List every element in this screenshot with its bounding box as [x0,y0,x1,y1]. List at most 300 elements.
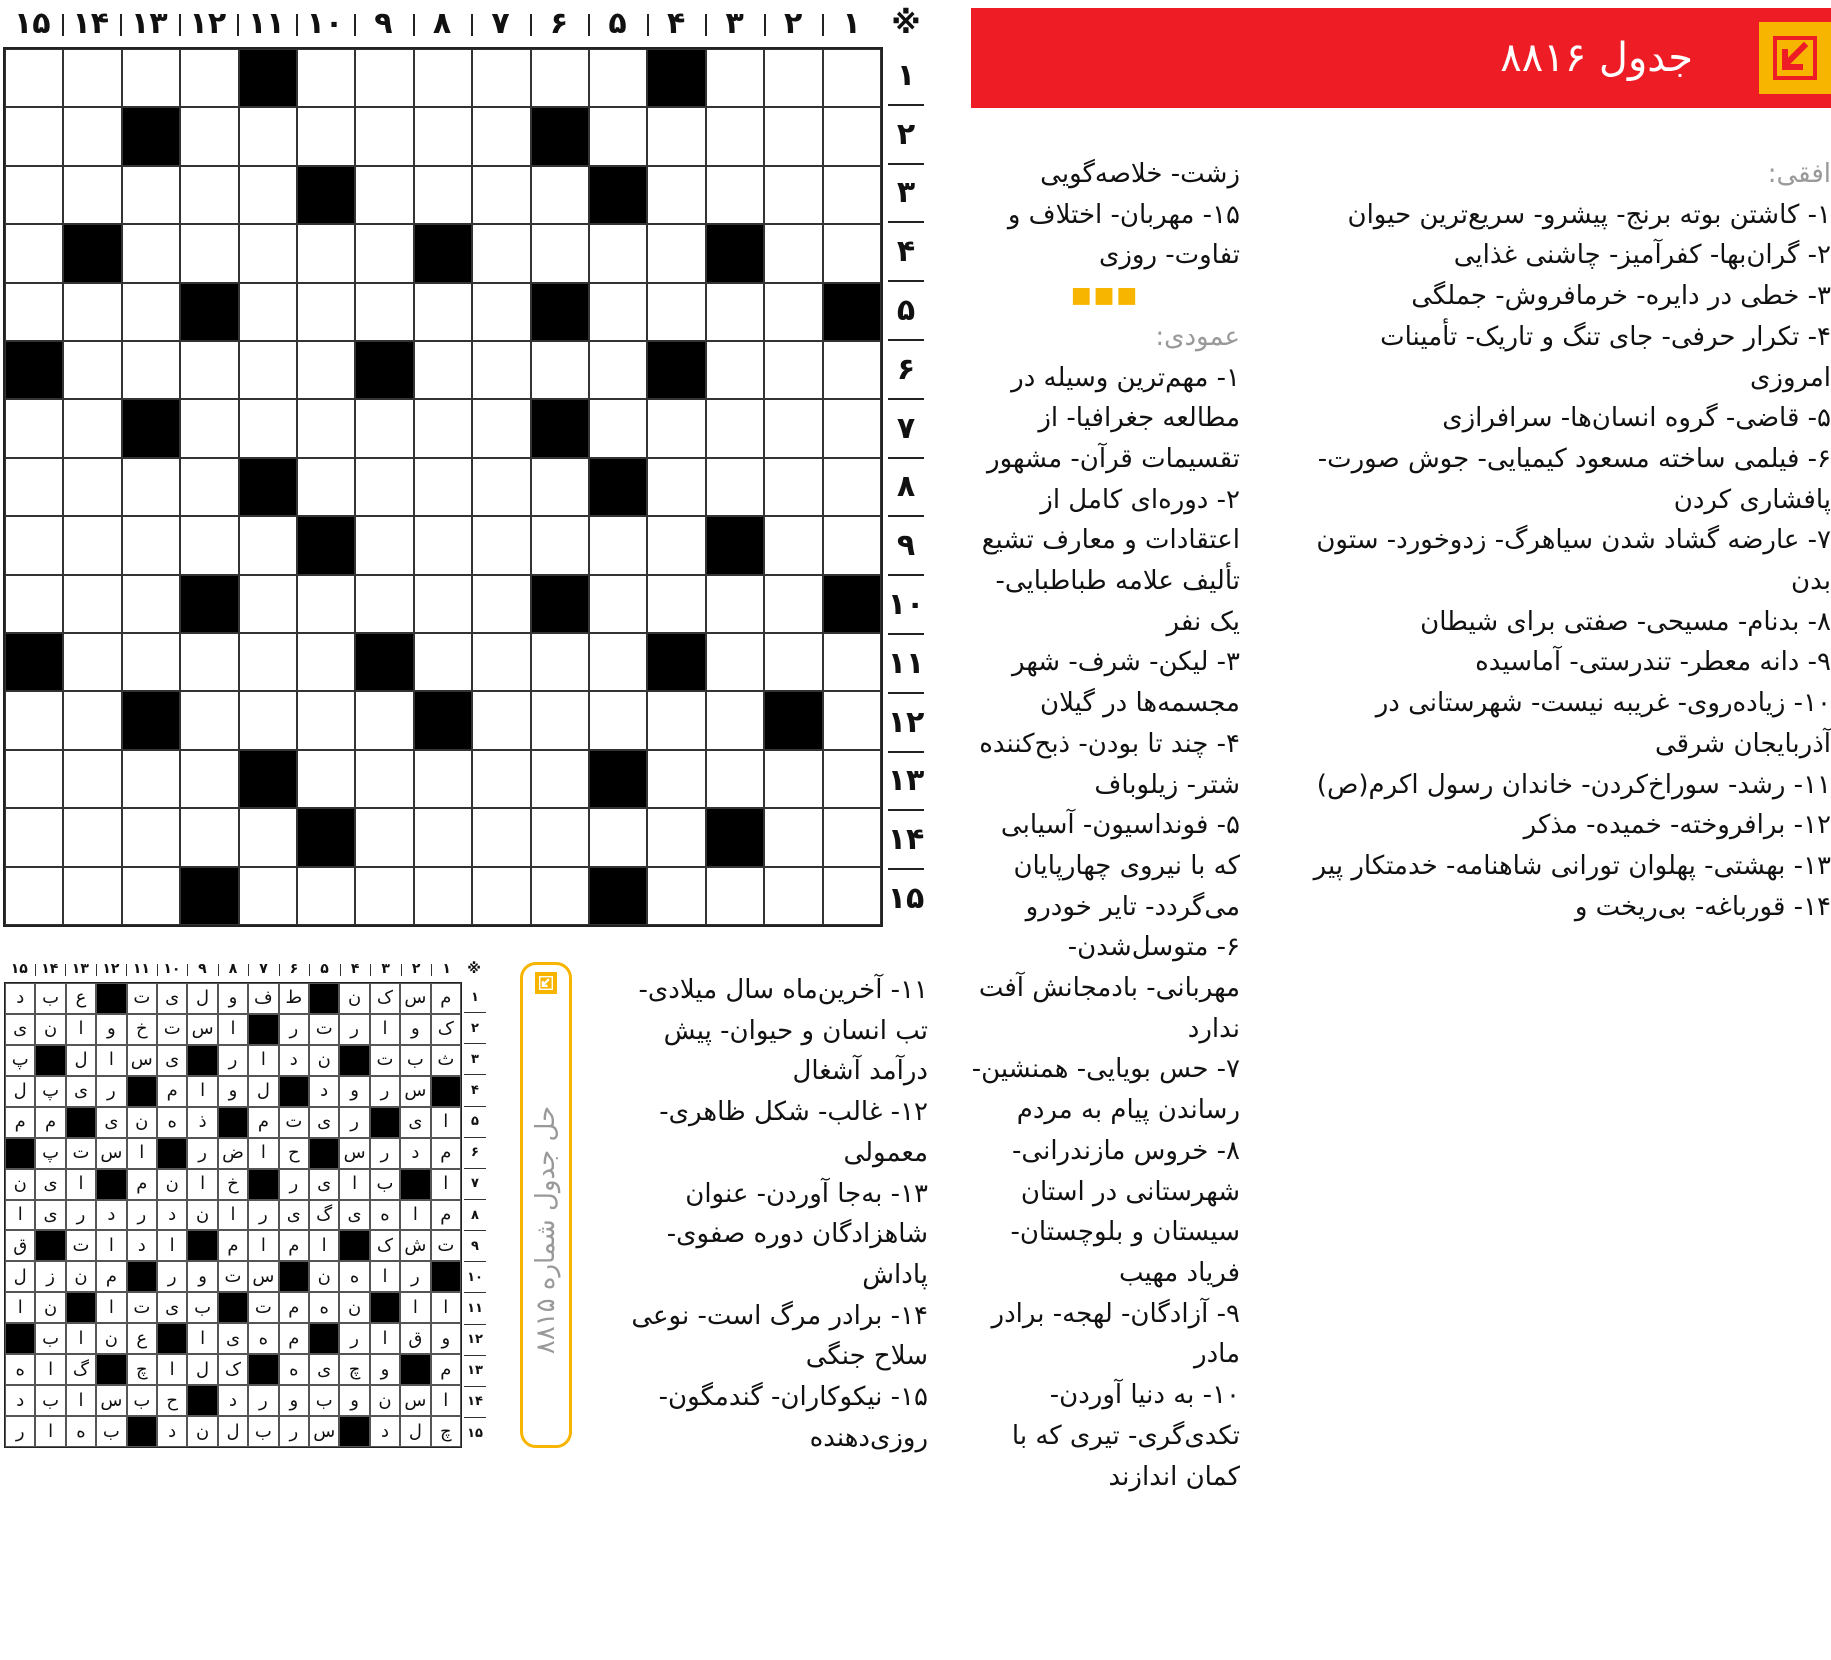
grid-cell [823,458,881,516]
solution-cell: ز [35,1261,65,1292]
solution-row-label: ۱۱ [464,1292,486,1323]
grid-cell [414,283,472,341]
solution-column-label: ۲ [401,961,432,979]
vertical-clue: ۱۲- غالب- شکل ظاهری- معمولی [659,1097,928,1168]
grid-cell [589,633,647,691]
grid-cell [706,750,764,808]
solution-cell-blocked [66,1292,96,1323]
solution-cell-blocked [218,1107,248,1138]
solution-cell-blocked [187,1045,217,1076]
grid-cell [589,691,647,749]
grid-cell [180,458,238,516]
grid-cell [414,633,472,691]
grid-cell [239,341,297,399]
grid-cell [531,516,589,574]
solution-cell: ا [187,1169,217,1200]
grid-cell [355,399,413,457]
solution-cell: ر [248,1200,278,1231]
crossword-grid [3,47,883,927]
solution-cell: ر [339,1014,369,1045]
solution-cell: ا [431,1292,461,1323]
grid-column-label: ۹ [354,6,413,42]
grid-column-label: ۴ [647,6,706,42]
solution-cell: ا [370,1323,400,1354]
solution-cell-blocked [279,1076,309,1107]
grid-cell-blocked [589,166,647,224]
grid-cell [823,341,881,399]
grid-cell [239,166,297,224]
grid-cell [531,808,589,866]
solution-cell: ل [5,1261,35,1292]
grid-row-label: ۶ [888,339,924,398]
grid-cell [764,224,822,282]
solution-cell: س [248,1261,278,1292]
arrow-down-left-icon [539,976,553,990]
solution-cell: س [127,1045,157,1076]
solution-cell: د [96,1200,126,1231]
solution-cell: ت [218,1261,248,1292]
grid-cell [706,107,764,165]
grid-cell [414,575,472,633]
grid-cell [706,166,764,224]
solution-cell: گ [309,1200,339,1231]
solution-cell: ا [96,1045,126,1076]
grid-cell-blocked [706,808,764,866]
horizontal-clue: ۳- خطی در دایره- خرمافروش- جملگی [1411,281,1831,312]
grid-cell [472,341,530,399]
solution-grid [4,982,462,1448]
grid-column-label: ۲ [764,6,823,42]
solution-cell: ق [400,1323,430,1354]
solution-cell: س [400,983,430,1014]
grid-cell [122,633,180,691]
solution-cell: ی [66,1076,96,1107]
grid-cell-blocked [706,224,764,282]
grid-cell [589,49,647,107]
vertical-clue: ۱- مهم‌ترین وسیله در مطالعه جغرافیا- از تقسیمات قرآن- مشهور [987,362,1240,474]
grid-cell [589,399,647,457]
solution-cell: م [5,1107,35,1138]
grid-cell [472,575,530,633]
solution-cell-blocked [370,1292,400,1323]
solution-cell-blocked [127,1261,157,1292]
solution-cell: ه [248,1323,278,1354]
grid-cell-blocked [706,516,764,574]
solution-cell: ت [66,1138,96,1169]
grid-cell [414,49,472,107]
grid-cell [239,575,297,633]
grid-cell [764,516,822,574]
solution-cell: ت [370,1045,400,1076]
grid-column-label: ۱۲ [179,6,238,42]
solution-cell: ی [157,1045,187,1076]
solution-cell: س [400,1385,430,1416]
grid-cell [355,224,413,282]
solution-cell: ی [96,1107,126,1138]
solution-cell: ت [309,1014,339,1045]
grid-cell [706,283,764,341]
grid-cell [355,283,413,341]
grid-cell-blocked [531,107,589,165]
solution-cell: ا [339,1169,369,1200]
solution-cell: ع [127,1323,157,1354]
grid-cell [180,166,238,224]
grid-cell [5,808,63,866]
solution-cell: ن [127,1107,157,1138]
grid-cell [531,867,589,925]
grid-cell [5,458,63,516]
solution-cell: ر [5,1416,35,1447]
solution-row-label: ۹ [464,1230,486,1261]
solution-cell: ل [5,1076,35,1107]
grid-cell [122,867,180,925]
solution-cell: ک [218,1354,248,1385]
solution-cell: چ [339,1354,369,1385]
solution-cell: ر [339,1323,369,1354]
grid-cell [472,691,530,749]
solution-cell: ا [400,1200,430,1231]
solution-cell: ا [66,1169,96,1200]
grid-cell [63,575,121,633]
solution-column-label: ۹ [187,961,218,979]
grid-cell [647,166,705,224]
grid-cell [531,224,589,282]
solution-cell: ح [157,1385,187,1416]
grid-cell [531,49,589,107]
solution-cell: پ [35,1138,65,1169]
grid-cell [414,166,472,224]
solution-cell: ن [309,1045,339,1076]
solution-column-label: ۱۰ [157,961,188,979]
solution-cell: م [248,1107,278,1138]
solution-cell: ب [35,983,65,1014]
grid-cell [180,341,238,399]
grid-cell [239,633,297,691]
solution-cell: ا [370,1261,400,1292]
grid-cell [180,107,238,165]
solution-cell-blocked [248,1169,278,1200]
grid-cell [823,399,881,457]
solution-cell-blocked [96,1169,126,1200]
solution-cell: ا [431,1107,461,1138]
solution-cell: ح [279,1138,309,1169]
solution-cell: ا [187,1323,217,1354]
grid-cell [355,808,413,866]
solution-cell: ا [248,1138,278,1169]
grid-cell [355,166,413,224]
grid-cell [823,166,881,224]
solution-cell: ف [248,983,278,1014]
solution-cell: ت [248,1292,278,1323]
solution-cell-blocked [157,1323,187,1354]
grid-cell [706,691,764,749]
solution-cell: ا [431,1169,461,1200]
solution-cell: ع [66,983,96,1014]
grid-cell-blocked [122,107,180,165]
grid-cell [823,808,881,866]
grid-cell-blocked [823,575,881,633]
solution-column-label: ۸ [218,961,249,979]
solution-cell: و [400,1014,430,1045]
grid-cell [5,750,63,808]
grid-cell [297,224,355,282]
grid-cell [647,575,705,633]
solution-cell: ر [127,1200,157,1231]
solution-cell: ر [157,1261,187,1292]
grid-cell [239,808,297,866]
grid-cell [823,107,881,165]
grid-cell [764,750,822,808]
grid-cell [472,283,530,341]
solution-column-label: ۱۱ [126,961,157,979]
solution-row-label: ۱۳ [464,1355,486,1386]
grid-cell [531,458,589,516]
grid-cell [63,283,121,341]
horizontal-clue: ۸- بدنام- مسیحی- صفتی برای شیطان [1420,606,1831,637]
solution-cell: ی [339,1200,369,1231]
vertical-clue: ۳- لیکن- شرف- شهر مجسمه‌ها در گیلان [1011,647,1240,719]
solution-cell: خ [127,1014,157,1045]
solution-cell: و [370,1354,400,1385]
solution-cell-blocked [5,1323,35,1354]
solution-cell: ا [157,1230,187,1261]
grid-cell-blocked [239,750,297,808]
grid-cell [706,633,764,691]
grid-cell [472,458,530,516]
solution-cell: ق [5,1230,35,1261]
solution-cell: ی [309,1107,339,1138]
solution-cell: ه [309,1292,339,1323]
solution-cell-blocked [339,1045,369,1076]
grid-cell [531,633,589,691]
solution-column-label: ۱۴ [35,961,66,979]
grid-cell [122,458,180,516]
grid-cell [355,49,413,107]
solution-cell: ب [309,1385,339,1416]
solution-cell: ک [370,983,400,1014]
grid-cell [647,107,705,165]
solution-cell: ه [370,1200,400,1231]
grid-cell [531,341,589,399]
solution-cell: ی [218,1323,248,1354]
grid-cell [122,283,180,341]
solution-cell: ا [5,1200,35,1231]
vertical-clue: ۱۴- برادر مرگ است- نوعی سلاح جنگی [631,1300,928,1372]
solution-cell-blocked [309,1138,339,1169]
horizontal-clues-column [1298,154,1831,927]
solution-row-label: ۱۵ [464,1417,486,1448]
grid-cell [5,166,63,224]
solution-cell: ه [66,1416,96,1447]
grid-cell-blocked [5,341,63,399]
solution-cell: ض [218,1138,248,1169]
grid-cell [531,750,589,808]
solution-cell: م [431,1354,461,1385]
solution-cell-blocked [127,1076,157,1107]
grid-cell [764,575,822,633]
grid-cell [472,750,530,808]
grid-cell-blocked [180,867,238,925]
horizontal-clue: ۱۱- رشد- سوراخ‌کردن- خاندان رسول اکرم(ص) [1316,769,1831,800]
solution-cell-blocked [339,1416,369,1447]
solution-cell: ن [5,1169,35,1200]
grid-cell [823,750,881,808]
solution-column-label: ۶ [279,961,310,979]
solution-cell: ت [279,1107,309,1138]
grid-cell [472,808,530,866]
solution-cell: ن [35,1292,65,1323]
grid-cell [180,49,238,107]
grid-cell [823,867,881,925]
grid-cell-blocked [355,341,413,399]
grid-cell [414,750,472,808]
solution-cell: و [187,1261,217,1292]
solution-cell-blocked [66,1107,96,1138]
solution-cell: ر [96,1076,126,1107]
solution-column-label: ۳ [370,961,401,979]
title-bar [971,8,1831,108]
grid-cell [414,399,472,457]
solution-cell: ر [370,1076,400,1107]
grid-cell [647,750,705,808]
horizontal-clue: ۱۰- زیاده‌روی- غریبه نیست- شهرستانی در آذربایجان شرقی [1375,688,1831,759]
solution-cell-blocked [218,1292,248,1323]
grid-cell [414,516,472,574]
solution-cell: ی [279,1200,309,1231]
solution-cell: د [127,1230,157,1261]
solution-cell: و [431,1323,461,1354]
solution-cell-blocked [309,1323,339,1354]
grid-column-label: ۱۵ [13,6,51,41]
grid-column-label: ۳ [705,6,764,42]
grid-row-label: ۲ [888,104,924,163]
solution-cell: ن [309,1261,339,1292]
solution-cell: ر [279,1014,309,1045]
grid-cell [706,399,764,457]
solution-row-label: ۸ [464,1199,486,1230]
solution-cell: س [96,1138,126,1169]
horizontal-clue: ۹- دانه معطر- تندرستی- آماسیده [1475,647,1831,678]
grid-cell [472,399,530,457]
grid-cell [239,224,297,282]
solution-cell: ا [309,1230,339,1261]
grid-cell [764,283,822,341]
grid-cell [63,107,121,165]
solution-cell: س [339,1138,369,1169]
solution-column-label: ۷ [248,961,279,979]
solution-cell: ه [279,1354,309,1385]
horizontal-clue: ۶- فیلمی ساخته مسعود کیمیایی- جوش صورت- پافشاری کردن [1317,443,1831,515]
grid-row-label: ۴ [888,221,924,280]
solution-cell: ل [248,1076,278,1107]
solution-row-label: ۱۲ [464,1324,486,1355]
solution-cell-blocked [309,983,339,1014]
solution-cell: ر [400,1261,430,1292]
grid-cell [297,107,355,165]
solution-cell: ل [187,1354,217,1385]
grid-cell [764,107,822,165]
solution-row-label: ۷ [464,1168,486,1199]
solution-cell: ا [35,1416,65,1447]
grid-cell [297,633,355,691]
grid-cell [239,399,297,457]
solution-cell: ن [187,1416,217,1447]
grid-cell [297,575,355,633]
solution-cell-blocked [431,1076,461,1107]
horizontal-clue: ۱۵- مهربان- اختلاف و تفاوت- روزی [1007,199,1240,271]
horizontal-clue: ۱۲- برافروخته- خمیده- مذکر [1523,810,1831,841]
grid-cell [63,516,121,574]
solution-cell-blocked [187,1230,217,1261]
solution-cell: ذ [187,1107,217,1138]
grid-cell [764,341,822,399]
solution-cell: م [431,1200,461,1231]
grid-column-label: ۱۴ [62,6,121,42]
solution-row-label: ۱۰ [464,1261,486,1292]
solution-cell: ا [187,1076,217,1107]
grid-cell [297,283,355,341]
grid-cell [63,458,121,516]
solution-cell: م [279,1230,309,1261]
grid-cell-blocked [297,808,355,866]
solution-cell: ی [35,1169,65,1200]
solution-cell: چ [431,1416,461,1447]
solution-cell: ن [339,1292,369,1323]
solution-cell: ر [339,1107,369,1138]
grid-corner-symbol: ※ [891,6,921,41]
grid-cell-blocked [122,691,180,749]
grid-cell [414,867,472,925]
horizontal-clues-heading: افقی: [1767,159,1831,189]
grid-cell [5,224,63,282]
solution-cell-blocked [339,1230,369,1261]
grid-cell [647,399,705,457]
solution-cell-blocked [5,1138,35,1169]
grid-cell [180,516,238,574]
grid-cell [5,575,63,633]
grid-cell [764,808,822,866]
grid-cell [122,166,180,224]
grid-cell [239,691,297,749]
solution-cell: ب [400,1045,430,1076]
grid-cell [589,283,647,341]
grid-cell [472,49,530,107]
grid-cell [239,107,297,165]
solution-cell: ت [157,1014,187,1045]
grid-cell [706,341,764,399]
grid-cell [647,224,705,282]
grid-cell [63,808,121,866]
solution-cell: ل [218,1416,248,1447]
grid-cell [589,341,647,399]
grid-cell [63,49,121,107]
grid-cell [5,867,63,925]
grid-column-label: ۱۳ [120,6,179,42]
grid-cell [414,458,472,516]
solution-cell-blocked [248,1014,278,1045]
solution-cell: ا [127,1138,157,1169]
grid-cell [297,750,355,808]
grid-cell-blocked [297,516,355,574]
solution-cell: و [279,1385,309,1416]
grid-row-label: ۱۵ [888,868,924,927]
grid-cell [297,458,355,516]
solution-cell: ا [96,1230,126,1261]
solution-row-label: ۶ [464,1137,486,1168]
solution-cell: د [279,1045,309,1076]
solution-row-label: ۴ [464,1074,486,1105]
horizontal-clue: ۷- عارضه گشاد شدن سیاهرگ- زدوخورد- ستون بدن [1316,525,1831,597]
